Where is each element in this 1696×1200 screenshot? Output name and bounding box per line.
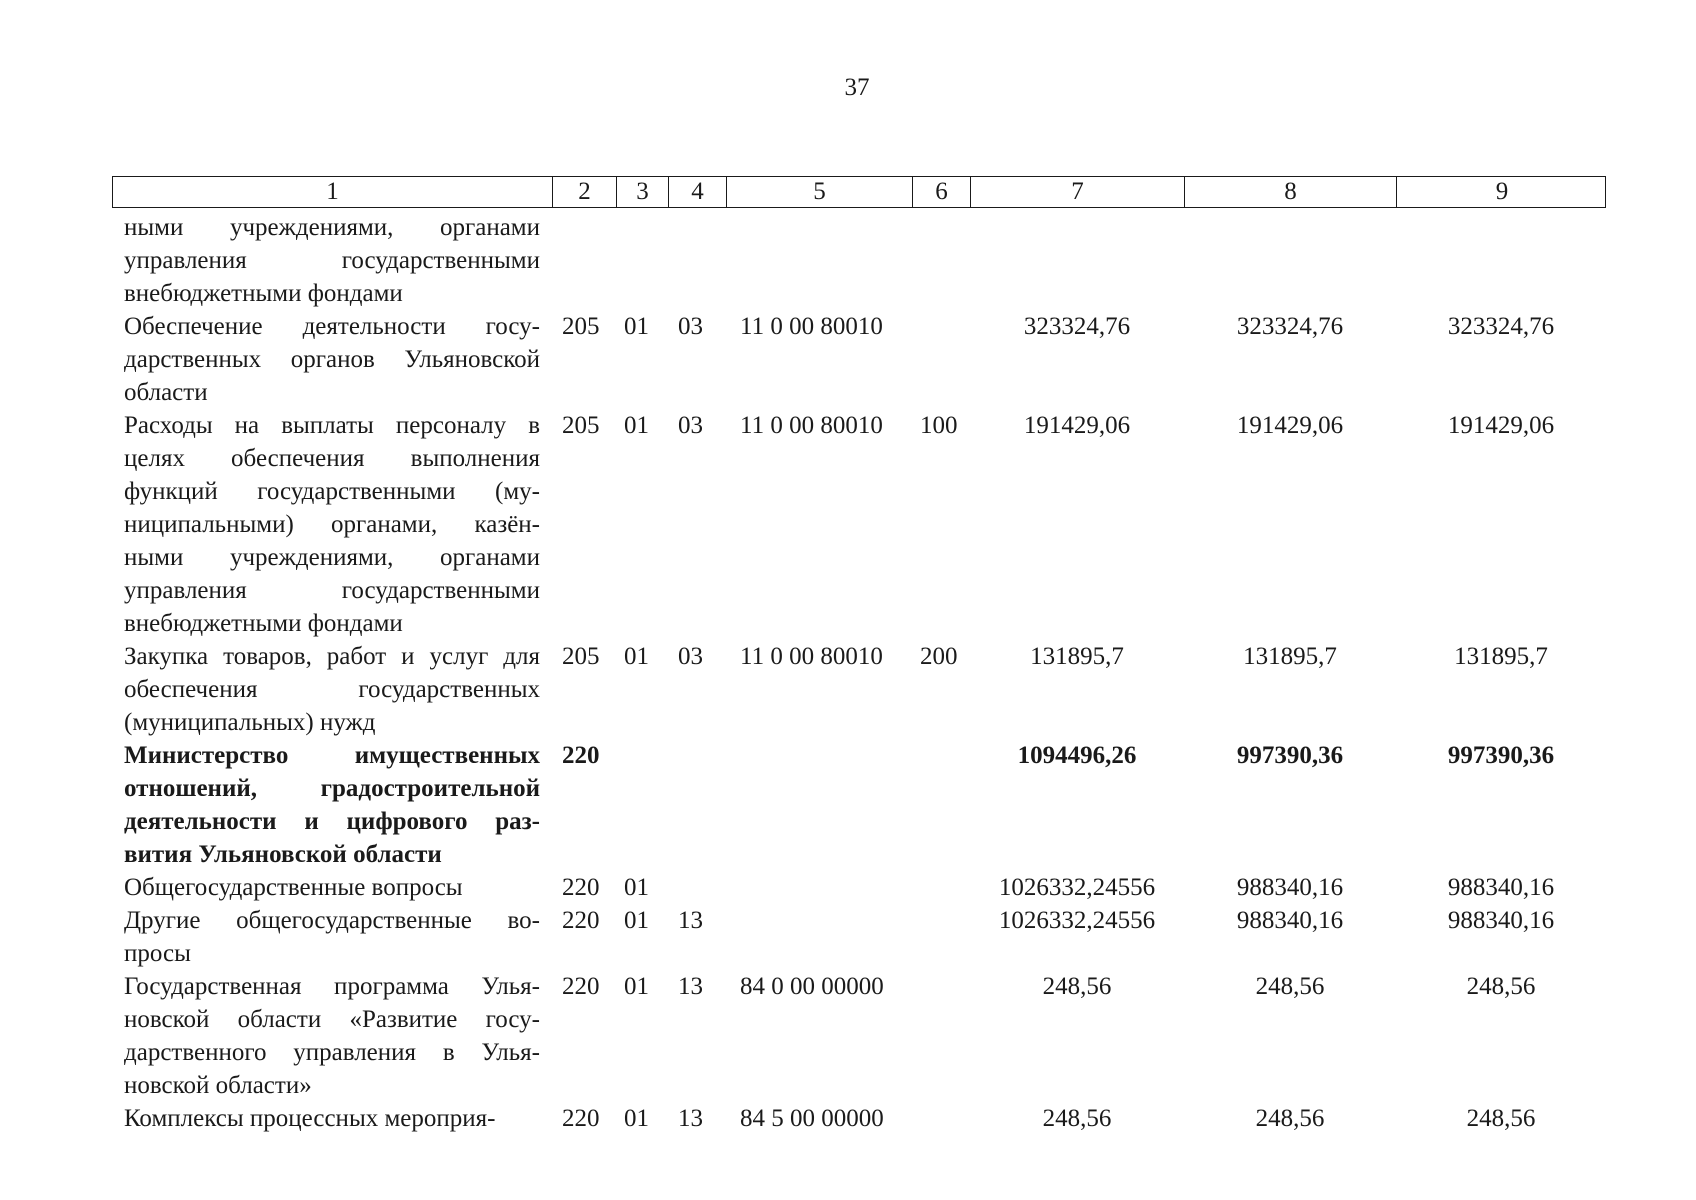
ministry-code: 220 <box>562 907 600 934</box>
expense-type-code <box>912 739 970 871</box>
subsection-code <box>668 211 726 310</box>
ministry-code: 220 <box>562 742 600 769</box>
amount-col-7: 1026332,24556 <box>998 874 1156 901</box>
description-line: внебюджетными фондами <box>124 610 403 637</box>
ministry-code: 220 <box>562 973 600 1000</box>
column-header-3: 3 <box>617 177 669 207</box>
amount-col-8: 248,56 <box>1255 1105 1325 1132</box>
description-line: новской области «Развитие госу- <box>124 1006 540 1033</box>
description-line: обеспечения государственных <box>124 676 540 703</box>
description-line: функций государственными (му- <box>124 478 540 505</box>
description-line: Государственная программа Улья- <box>124 973 540 1000</box>
amount-col-9: 191429,06 <box>1447 412 1555 439</box>
amount-col-9 <box>1396 211 1606 310</box>
target-article-code: 11 0 00 80010 <box>740 412 883 439</box>
amount-col-9: 131895,7 <box>1454 643 1548 670</box>
amount-col-9: 323324,76 <box>1447 313 1555 340</box>
description-line: (муниципальных) нужд <box>124 709 376 736</box>
description-line: ными учреждениями, органами <box>124 544 540 571</box>
subsection-code: 03 <box>678 412 703 439</box>
description-line: просы <box>124 940 191 967</box>
description-line: управления государственными <box>124 577 540 604</box>
description-line: Общегосударственные вопросы <box>124 874 463 901</box>
amount-col-9: 248,56 <box>1466 973 1536 1000</box>
description-line: дарственных органов Ульяновской <box>124 346 540 373</box>
amount-col-7: 323324,76 <box>1023 313 1131 340</box>
amount-col-9: 997390,36 <box>1447 742 1555 769</box>
target-article-code: 84 5 00 00000 <box>740 1105 884 1132</box>
table-row <box>112 739 1606 871</box>
column-header-9: 9 <box>1495 178 1509 205</box>
ministry-code: 205 <box>562 412 600 439</box>
section-code <box>616 211 668 310</box>
column-header-4: 4 <box>669 177 727 207</box>
table-row <box>112 640 1606 739</box>
description-line: области <box>124 379 208 406</box>
ministry-code: 220 <box>562 874 600 901</box>
row-description <box>112 640 552 739</box>
row-description <box>112 904 552 970</box>
subsection-code: 13 <box>678 1105 703 1132</box>
section-code: 01 <box>624 412 649 439</box>
ministry-code: 205 <box>562 313 600 340</box>
row-description <box>112 739 552 871</box>
description-line: Комплексы процессных мероприя- <box>124 1105 496 1132</box>
ministry-code: 205 <box>562 643 600 670</box>
target-article-code: 84 0 00 00000 <box>740 973 884 1000</box>
column-header-7: 7 <box>971 177 1185 207</box>
table-body <box>112 211 1606 1135</box>
section-code: 01 <box>624 643 649 670</box>
amount-col-7 <box>970 211 1184 310</box>
target-article-code <box>726 211 912 310</box>
expense-type-code <box>912 871 970 904</box>
target-article-code: 11 0 00 80010 <box>740 643 883 670</box>
description-line: Расходы на выплаты персоналу в <box>124 412 540 439</box>
column-header-2: 2 <box>553 177 617 207</box>
amount-col-8: 191429,06 <box>1236 412 1344 439</box>
description-line: Министерство имущественных <box>124 742 540 769</box>
amount-col-9: 988340,16 <box>1447 907 1555 934</box>
description-line: Другие общегосударственные во- <box>124 907 540 934</box>
description-line: вития Ульяновской области <box>124 841 442 868</box>
ministry-code <box>552 211 616 310</box>
amount-col-8: 131895,7 <box>1243 643 1337 670</box>
amount-col-8: 997390,36 <box>1236 742 1344 769</box>
expense-type-code <box>912 970 970 1102</box>
amount-col-7: 248,56 <box>1042 1105 1112 1132</box>
description-line: ниципальными) органами, казён- <box>124 511 540 538</box>
amount-col-8: 248,56 <box>1255 973 1325 1000</box>
description-line: отношений, градостроительной <box>124 775 540 802</box>
expense-type-code: 100 <box>920 412 958 439</box>
subsection-code: 03 <box>678 313 703 340</box>
table-row <box>112 970 1606 1102</box>
target-article-code <box>726 871 912 904</box>
page-number: 37 <box>844 74 870 101</box>
column-header-1: 1 <box>113 177 553 207</box>
amount-col-8: 988340,16 <box>1236 907 1344 934</box>
target-article-code: 11 0 00 80010 <box>740 313 883 340</box>
expense-type-code <box>912 310 970 409</box>
amount-col-7: 248,56 <box>1042 973 1112 1000</box>
target-article-code <box>726 739 912 871</box>
column-header-6: 6 <box>913 177 971 207</box>
description-line: управления государственными <box>124 247 540 274</box>
section-code: 01 <box>624 1105 649 1132</box>
row-description <box>112 310 552 409</box>
table-row <box>112 409 1606 640</box>
row-description <box>112 871 552 904</box>
table-row <box>112 310 1606 409</box>
target-article-code <box>726 904 912 970</box>
row-description <box>112 409 552 640</box>
description-line: целях обеспечения выполнения <box>124 445 540 472</box>
section-code <box>616 739 668 871</box>
row-description <box>112 211 552 310</box>
section-code: 01 <box>624 874 649 901</box>
table-row <box>112 904 1606 970</box>
description-line: дарственного управления в Улья- <box>124 1039 540 1066</box>
subsection-code <box>668 871 726 904</box>
amount-col-9: 248,56 <box>1466 1105 1536 1132</box>
subsection-code <box>668 739 726 871</box>
description-line: внебюджетными фондами <box>124 280 403 307</box>
column-header-8: 8 <box>1185 177 1397 207</box>
description-line: новской области» <box>124 1072 312 1099</box>
row-description <box>112 970 552 1102</box>
section-code: 01 <box>624 973 649 1000</box>
row-description <box>112 1102 552 1135</box>
amount-col-8: 323324,76 <box>1236 313 1344 340</box>
section-code: 01 <box>624 313 649 340</box>
description-line: ными учреждениями, органами <box>124 214 540 241</box>
amount-col-8 <box>1184 211 1396 310</box>
amount-col-7: 191429,06 <box>1023 412 1131 439</box>
expense-type-code: 200 <box>920 643 958 670</box>
subsection-code: 13 <box>678 973 703 1000</box>
amount-col-7: 131895,7 <box>1030 643 1124 670</box>
description-line: Закупка товаров, работ и услуг для <box>124 643 540 670</box>
description-line: деятельности и цифрового раз- <box>124 808 540 835</box>
expense-type-code <box>912 211 970 310</box>
table-row <box>112 211 1606 310</box>
column-header-5: 5 <box>727 177 913 207</box>
subsection-code: 13 <box>678 907 703 934</box>
ministry-code: 220 <box>562 1105 600 1132</box>
expense-type-code <box>912 1102 970 1135</box>
table-row <box>112 871 1606 904</box>
section-code: 01 <box>624 907 649 934</box>
amount-col-9: 988340,16 <box>1447 874 1555 901</box>
description-line: Обеспечение деятельности госу- <box>124 313 540 340</box>
amount-col-8: 988340,16 <box>1236 874 1344 901</box>
table-header <box>112 176 1606 208</box>
amount-col-7: 1026332,24556 <box>998 907 1156 934</box>
subsection-code: 03 <box>678 643 703 670</box>
table-row <box>112 1102 1606 1135</box>
amount-col-7: 1094496,26 <box>1017 742 1137 769</box>
expense-type-code <box>912 904 970 970</box>
